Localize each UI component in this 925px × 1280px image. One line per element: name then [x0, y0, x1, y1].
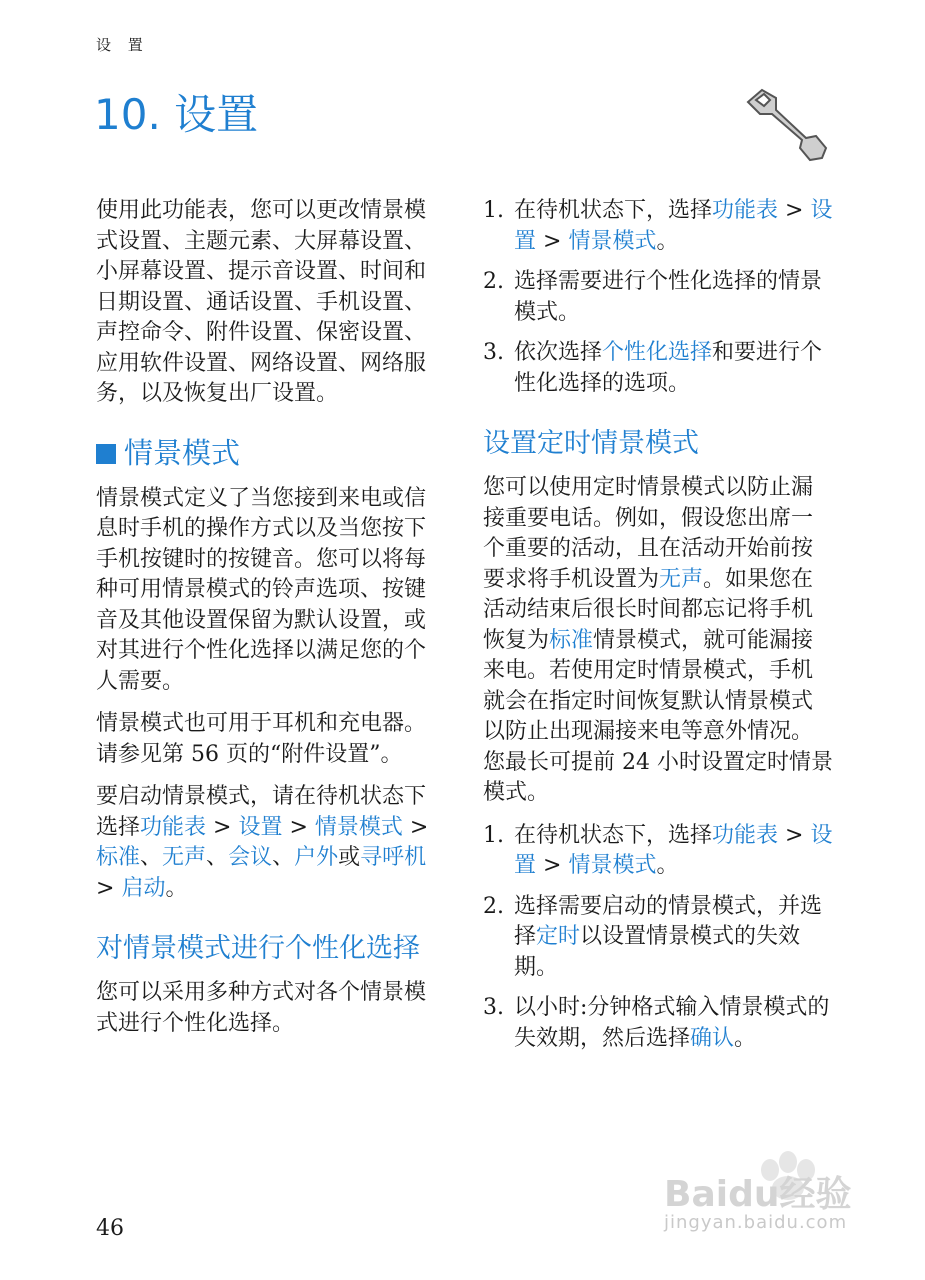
timed-profile-steps: [483, 821, 833, 1055]
personalize-steps: [483, 196, 833, 399]
wrench-icon: [742, 86, 828, 162]
outdoor-link: 户外: [294, 845, 339, 870]
personalize-intro: 您可以采用多种方式对各个情景模式进行个性化选择。: [96, 980, 427, 1036]
accessories-note: 情景模式也可用于耳机和充电器。请参见第 56 页的“附件设置”。: [96, 711, 427, 767]
menu-link: 功能表: [140, 814, 207, 840]
section-title: 情景模式: [96, 436, 446, 470]
left-column: [96, 196, 446, 1051]
list-item: 3. 以小时:分钟格式输入情景模式的失效期，然后选择确认。: [483, 995, 830, 1051]
right-column: [483, 196, 833, 1064]
activate-instructions: 要启动情景模式，请在待机状态下选择功能表 > 设置 > 情景模式 > 标准、无声、会议、户外或寻呼机 > 启动。: [96, 784, 429, 901]
chapter-title: 10. 设置: [94, 90, 259, 139]
watermark-url: jingyan.baidu.com: [664, 1212, 848, 1233]
settings-link: 设置: [238, 814, 283, 840]
watermark-logo: Baidu经验: [664, 1174, 852, 1215]
list-item: 2. 选择需要进行个性化选择的情景模式。: [483, 269, 823, 325]
activate-link: 启动: [121, 875, 166, 901]
profiles-link: 情景模式: [314, 814, 403, 840]
list-item: 3. 依次选择个性化选择和要进行个性化选择的选项。: [483, 340, 823, 396]
personalize-subtitle: 对情景模式进行个性化选择: [96, 933, 420, 964]
page-number: 46: [96, 1216, 124, 1241]
list-item: 1. 在待机状态下，选择功能表 > 设置 > 情景模式。: [483, 822, 833, 878]
meeting-link: 会议: [228, 845, 273, 870]
silent-link: 无声: [162, 845, 207, 870]
list-item: 1. 在待机状态下，选择功能表 > 设置 > 情景模式。: [483, 198, 833, 254]
intro-paragraph: 使用此功能表，您可以更改情景模式设置、主题元素、大屏幕设置、小屏幕设置、提示音设置、时间和日期设置、通话设置、手机设置、声控命令、附件设置、保密设置、应用软件设置、网络设置、网络服务，以及恢复出厂设置。: [96, 198, 427, 406]
list-item: 2. 选择需要启动的情景模式，并选择定时以设置情景模式的失效期。: [483, 893, 823, 980]
timed-profile-subtitle: 设置定时情景模式: [483, 428, 699, 459]
general-link: 标准: [96, 845, 141, 870]
running-header: 设 置: [96, 36, 149, 54]
timed-profile-description: 您可以使用定时情景模式以防止漏接重要电话。例如，假设您出席一个重要的活动，且在活动开始前按要求将手机设置为无声。如果您在活动结束后很长时间都忘记将手机恢复为标准情景模式，就可能漏接来电。若使用定时情景模式，手机就会在指定时间恢复默认情景模式以防止出现漏接来电等意外情况。您最长可提前 24 小时设置定时情景模式。: [483, 475, 833, 805]
profiles-description: 情景模式定义了当您接到来电或信息时手机的操作方式以及当您按下手机按键时的按键音。您可以将每种可用情景模式的铃声选项、按键音及其他设置保留为默认设置，或对其进行个性化选择以满足您的个人需要。: [96, 485, 427, 694]
pager-link: 寻呼机: [360, 845, 427, 870]
